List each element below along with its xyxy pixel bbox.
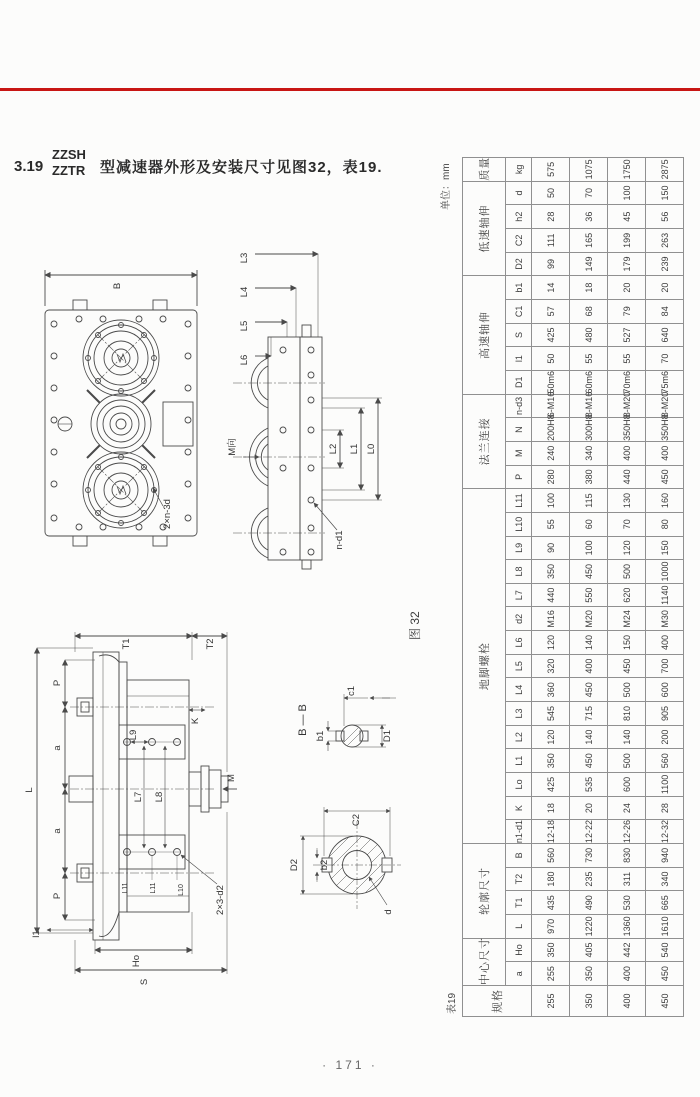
spec-cell: 68: [570, 299, 608, 323]
spec-cell: 380: [570, 465, 608, 489]
col-l5: L5: [506, 654, 532, 678]
spec-cell: 24: [608, 796, 646, 820]
spec-cell: 199: [608, 229, 646, 253]
group-high-speed-shaft: 高速轴伸: [463, 276, 506, 394]
spec-cell: 450: [570, 749, 608, 773]
spec-cell: 665: [646, 891, 684, 915]
dim-ho-label: Ho: [131, 954, 142, 968]
spec-cell: 560: [532, 844, 570, 868]
group-flange-connection: 法兰连接: [463, 394, 506, 489]
spec-cell: 149: [570, 252, 608, 276]
hub-section-drawing: [283, 793, 405, 925]
spec-cell: 55: [570, 347, 608, 371]
table-caption: 表19: [447, 992, 458, 1014]
spec-cell: 140: [570, 631, 608, 655]
spec-cell: 350: [532, 749, 570, 773]
spec-cell: 1750: [608, 158, 646, 182]
spec-cell: 350H8: [646, 418, 684, 442]
col-l4: L4: [506, 678, 532, 702]
spec-cell: 620: [608, 583, 646, 607]
col-kg: kg: [506, 158, 532, 182]
spec-cell: 490: [570, 891, 608, 915]
spec-cell: 830: [608, 844, 646, 868]
col-t1: T1: [506, 891, 532, 915]
spec-cell: 45: [608, 205, 646, 229]
dim-l8-label: L8: [154, 791, 165, 803]
spec-cell: 235: [570, 867, 608, 891]
spec-cell: 640: [646, 323, 684, 347]
spec-cell: 180: [532, 867, 570, 891]
figure-caption: 图 32: [408, 611, 422, 640]
dim-l3-label: L3: [239, 252, 250, 264]
view-arrow-m-label: M: [226, 774, 237, 782]
spec-cell: 575: [532, 158, 570, 182]
spec-cell: 28: [532, 205, 570, 229]
spec-cell: 150: [646, 181, 684, 205]
spec-cell: 2875: [646, 158, 684, 182]
spec-cell: 400: [646, 631, 684, 655]
side-bolt-holes: [280, 347, 314, 555]
spec-row: [646, 158, 684, 1017]
spec-cell: 350H8: [608, 418, 646, 442]
spec-cell: 940: [646, 844, 684, 868]
spec-cell: 730: [570, 844, 608, 868]
bolt-note-nd1-label: n-d1: [334, 530, 345, 550]
spec-cell: 400: [608, 986, 646, 1017]
spec-cell: 28: [646, 796, 684, 820]
spec-cell: 350: [532, 938, 570, 962]
col-n: N: [506, 418, 532, 442]
spec-cell: M16: [532, 607, 570, 631]
spec-cell: 320: [532, 654, 570, 678]
col-m: M: [506, 441, 532, 465]
dim-b-label: B: [112, 282, 123, 290]
pad-bolt-holes: [123, 739, 181, 856]
spec-cell: 450: [570, 678, 608, 702]
spec-row: [532, 158, 570, 1017]
col-l3: L3: [506, 702, 532, 726]
dim-l1-small-label: l1: [31, 930, 42, 938]
spec-cell: 140: [570, 725, 608, 749]
spec-cell: M30: [646, 607, 684, 631]
section-number: 3.19: [14, 158, 44, 175]
group-outline-dims: 轮廓尺寸: [463, 844, 506, 939]
spec-cell: 350: [532, 560, 570, 584]
spec-cell: M24: [608, 607, 646, 631]
spec-cell: 545: [532, 702, 570, 726]
col-l8: L8: [506, 560, 532, 584]
dim-a-top-label: a: [52, 745, 63, 751]
spec-cell: 435: [532, 891, 570, 915]
dim-p-bottom-label: P: [52, 892, 63, 900]
flange-bolt-holes: [86, 323, 157, 526]
spec-cell: 350: [570, 962, 608, 986]
spec-cell: 60m6: [570, 370, 608, 394]
spec-cell: 50: [532, 347, 570, 371]
spec-cell: 600: [608, 773, 646, 797]
spec-cell: 12-32: [646, 820, 684, 844]
bolt-note-label: 2×n-3d: [162, 499, 173, 529]
spec-cell: 280: [532, 465, 570, 489]
dim-l1-label: L1: [349, 443, 360, 455]
spec-cell: 340: [646, 867, 684, 891]
col-d2-bolt: d2: [506, 607, 532, 631]
spec-cell: 450: [646, 465, 684, 489]
spec-cell: M20: [570, 607, 608, 631]
spec-cell: 100: [608, 181, 646, 205]
dim-d2-label: D2: [289, 858, 300, 872]
spec-cell: 140: [608, 725, 646, 749]
col-l11: L11: [506, 489, 532, 513]
col-l10: L10: [506, 512, 532, 536]
spec-cell: 255: [532, 962, 570, 986]
spec-cell: 70: [570, 181, 608, 205]
spec-cell: 8-M20: [646, 394, 684, 418]
spec-cell: 405: [570, 938, 608, 962]
spec-cell: 165: [570, 229, 608, 253]
spec-cell: 179: [608, 252, 646, 276]
col-b: B: [506, 844, 532, 868]
col-spec: 规格: [463, 986, 532, 1017]
spec-cell: 540: [646, 938, 684, 962]
dim-k-label: K: [190, 717, 201, 725]
spec-cell: 79: [608, 299, 646, 323]
col-n1d1: n1-d1: [506, 820, 532, 844]
dim-s-label: S: [139, 978, 150, 986]
col-a: a: [506, 962, 532, 986]
spec-cell: 60: [570, 512, 608, 536]
spec-row: [608, 158, 646, 1017]
side-view-drawing: [225, 240, 390, 570]
dim-l11b-label: L11: [150, 882, 157, 894]
spec-cell: 500: [608, 749, 646, 773]
spec-cell: 450: [646, 986, 684, 1017]
spec-cell: 535: [570, 773, 608, 797]
spec-cell: 480: [570, 323, 608, 347]
spec-table-container: [462, 157, 684, 1017]
dim-l11a-label: L11: [122, 882, 129, 894]
dim-l6-label: L6: [239, 354, 250, 366]
spec-cell: 200H8: [532, 418, 570, 442]
bolt-note-d2-label: 2×3-d2: [215, 885, 226, 915]
spec-cell: 56: [646, 205, 684, 229]
spec-cell: 111: [532, 229, 570, 253]
spec-cell: 440: [532, 583, 570, 607]
spec-cell: 18: [570, 276, 608, 300]
col-lo: Lo: [506, 773, 532, 797]
spec-cell: 90: [532, 536, 570, 560]
section-bb-title: B — B: [297, 704, 309, 736]
spec-cell: 255: [532, 986, 570, 1017]
spec-cell: 70: [646, 347, 684, 371]
col-c2: C2: [506, 229, 532, 253]
group-anchor-bolts: 地脚螺栓: [463, 489, 506, 844]
spec-cell: 1360: [608, 915, 646, 939]
col-t2: T2: [506, 867, 532, 891]
spec-table-body: [532, 158, 684, 1017]
col-l: L: [506, 915, 532, 939]
col-c1: C1: [506, 299, 532, 323]
spec-cell: 100: [532, 489, 570, 513]
dim-a-bottom-label: a: [52, 828, 63, 834]
spec-cell: 300H8: [570, 418, 608, 442]
col-mass: 质量: [463, 158, 506, 182]
spec-cell: 55: [532, 512, 570, 536]
spec-cell: 200: [646, 725, 684, 749]
dim-l2-label: L2: [328, 443, 339, 455]
spec-cell: 425: [532, 323, 570, 347]
spec-cell: 600: [646, 678, 684, 702]
spec-cell: 80: [646, 512, 684, 536]
col-b1: b1: [506, 276, 532, 300]
spec-cell: 20: [570, 796, 608, 820]
spec-cell: 8-M20: [608, 394, 646, 418]
unit-note: 单位：mm: [441, 163, 452, 210]
col-l6: L6: [506, 631, 532, 655]
spec-cell: 70m6: [608, 370, 646, 394]
spec-cell: 560: [646, 749, 684, 773]
spec-cell: 450: [646, 962, 684, 986]
spec-cell: 12-26: [608, 820, 646, 844]
spec-cell: 8-M16: [570, 394, 608, 418]
spec-cell: 20: [646, 276, 684, 300]
spec-cell: 442: [608, 938, 646, 962]
spec-cell: 115: [570, 489, 608, 513]
dim-d1-label: D1: [382, 729, 393, 743]
spec-cell: 527: [608, 323, 646, 347]
table-sub-header-row: [506, 158, 532, 1017]
spec-cell: 715: [570, 702, 608, 726]
front-view-drawing: [25, 246, 220, 568]
col-d1: D1: [506, 370, 532, 394]
col-s: S: [506, 323, 532, 347]
spec-cell: 130: [608, 489, 646, 513]
dim-t2-label: T2: [205, 638, 216, 650]
dim-c2-label: C2: [351, 813, 362, 827]
col-d2-shaft: D2: [506, 252, 532, 276]
view-m-label: M向: [227, 438, 238, 456]
dim-l4-label: L4: [239, 286, 250, 298]
spec-cell: 12-18: [532, 820, 570, 844]
spec-cell: 440: [608, 465, 646, 489]
model-codes: [52, 147, 86, 179]
spec-cell: 6-M16: [532, 394, 570, 418]
spec-cell: 70: [608, 512, 646, 536]
spec-cell: 20: [608, 276, 646, 300]
spec-cell: 239: [646, 252, 684, 276]
col-k: K: [506, 796, 532, 820]
col-p: P: [506, 465, 532, 489]
col-d: d: [506, 181, 532, 205]
dim-l9-label: L9: [128, 729, 139, 741]
col-l1-shaft: l1: [506, 347, 532, 371]
spec-cell: 1100: [646, 773, 684, 797]
spec-cell: 99: [532, 252, 570, 276]
group-low-speed-shaft: 低速轴伸: [463, 181, 506, 276]
dim-l7-label: L7: [133, 791, 144, 803]
dim-b1-label: b1: [315, 730, 326, 742]
spec-cell: 530: [608, 891, 646, 915]
spec-cell: 400: [570, 654, 608, 678]
dim-l10-label: L10: [178, 884, 185, 896]
page-number: · 171 ·: [322, 1058, 378, 1072]
spec-cell: 400: [608, 441, 646, 465]
spec-cell: 450: [570, 560, 608, 584]
spec-row: [570, 158, 608, 1017]
spec-cell: 340: [570, 441, 608, 465]
spec-cell: 84: [646, 299, 684, 323]
spec-cell: 425: [532, 773, 570, 797]
table-group-header-row: [463, 158, 506, 1017]
col-l2: L2: [506, 725, 532, 749]
spec-cell: 120: [532, 631, 570, 655]
spec-cell: 50: [532, 181, 570, 205]
spec-cell: 1140: [646, 583, 684, 607]
col-l1: L1: [506, 749, 532, 773]
spec-cell: 57: [532, 299, 570, 323]
spec-cell: 1075: [570, 158, 608, 182]
spec-cell: 50m6: [532, 370, 570, 394]
spec-cell: 400: [608, 962, 646, 986]
group-center-dims: 中心尺寸: [463, 938, 506, 985]
dim-b2-label: b2: [319, 859, 330, 871]
model-code-top: ZZSH: [52, 147, 86, 162]
spec-cell: 75m6: [646, 370, 684, 394]
spec-cell: 311: [608, 867, 646, 891]
model-code-bottom: ZZTR: [52, 163, 86, 178]
col-ho: Ho: [506, 938, 532, 962]
spec-cell: 240: [532, 441, 570, 465]
spec-cell: 12-22: [570, 820, 608, 844]
spec-table: [462, 157, 684, 1017]
spec-cell: 100: [570, 536, 608, 560]
spec-cell: 810: [608, 702, 646, 726]
spec-cell: 360: [532, 678, 570, 702]
dim-d-label: d: [383, 909, 394, 915]
spec-cell: 263: [646, 229, 684, 253]
spec-cell: 1000: [646, 560, 684, 584]
spec-cell: 700: [646, 654, 684, 678]
spec-cell: 150: [646, 536, 684, 560]
spec-cell: 14: [532, 276, 570, 300]
spec-cell: 905: [646, 702, 684, 726]
spec-cell: 970: [532, 915, 570, 939]
page-title: 型减速器外形及安装尺寸见图32，表19.: [100, 159, 383, 176]
section-bb-drawing: [292, 674, 402, 786]
spec-cell: 500: [608, 560, 646, 584]
spec-cell: 36: [570, 205, 608, 229]
col-l7: L7: [506, 583, 532, 607]
dim-t1-label: T1: [121, 638, 132, 650]
col-h2: h2: [506, 205, 532, 229]
dim-l-label: L: [24, 787, 35, 793]
spec-cell: 1220: [570, 915, 608, 939]
spec-cell: 450: [608, 654, 646, 678]
spec-cell: 120: [532, 725, 570, 749]
dim-c1-label: c1: [346, 685, 357, 697]
dim-p-top-label: P: [52, 679, 63, 687]
profile-view-drawing: [15, 622, 240, 997]
spec-cell: 18: [532, 796, 570, 820]
col-l9: L9: [506, 536, 532, 560]
spec-cell: 550: [570, 583, 608, 607]
spec-cell: 500: [608, 678, 646, 702]
col-nd3: n-d3: [506, 394, 532, 418]
spec-cell: 160: [646, 489, 684, 513]
spec-cell: 400: [646, 441, 684, 465]
spec-cell: 120: [608, 536, 646, 560]
dim-l5-label: L5: [239, 320, 250, 332]
header-rule: [0, 88, 700, 91]
dim-l0-label: L0: [366, 443, 377, 455]
spec-cell: 55: [608, 347, 646, 371]
spec-cell: 350: [570, 986, 608, 1017]
spec-cell: 150: [608, 631, 646, 655]
spec-cell: 1610: [646, 915, 684, 939]
